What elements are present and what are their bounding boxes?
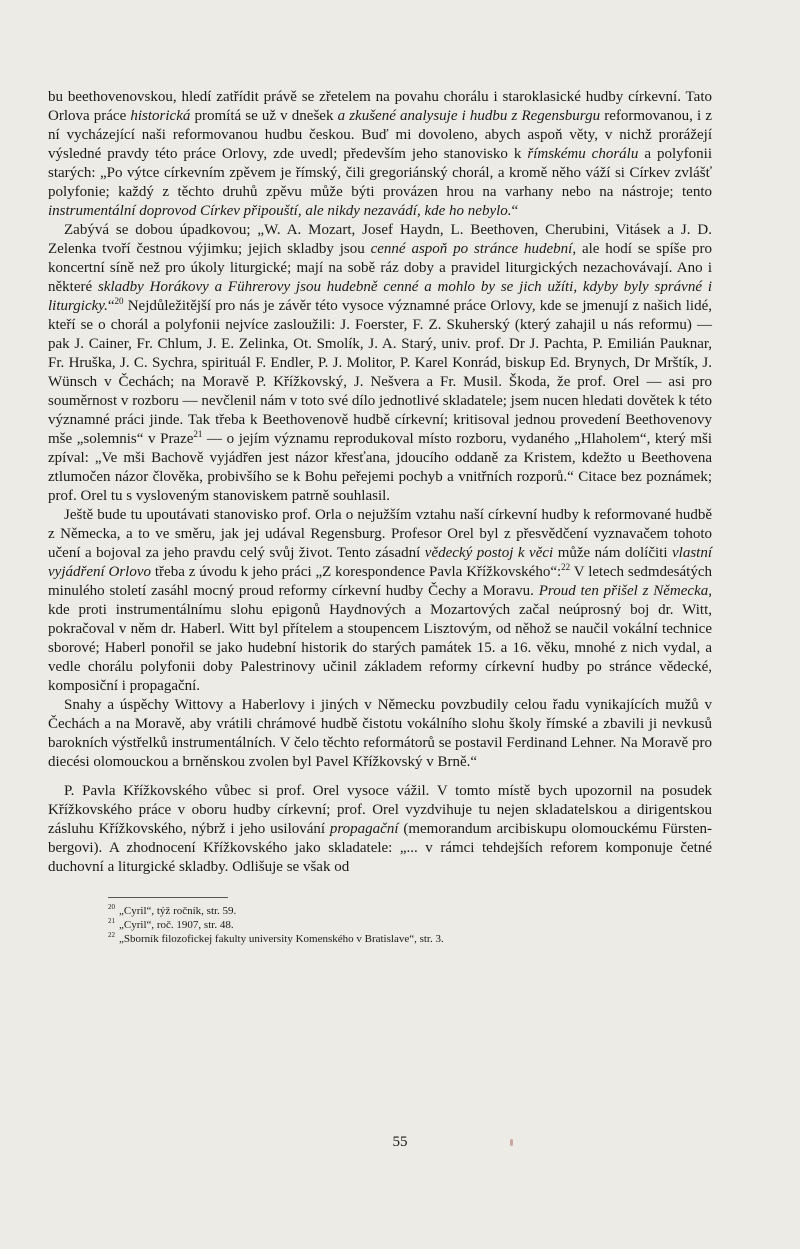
text-run: P. Pavla Křížkovského vůbec si prof. Orel vysoce vážil. V tomto místě bych upozornil na posudek Křížkovského práce v oboru hudby církevní; prof. Orel vyzdvihuje tu nejen skladatelskou a dirigentskou zásluhu Křížkovského, nýbrž i jeho usilování [48, 783, 712, 837]
footnote-divider [108, 897, 228, 898]
italic-text: instrumentální doprovod Církev připouští, ale nikdy nezavádí, kde ho nebylo. [48, 203, 512, 219]
footnote [108, 918, 712, 932]
text-run: reformovanou, i z ní vycházející naši reformovanou hudbu českou. Buď mi dovoleno, abych aspoň věty, v nichž prorážejí výsledné pravdy této práce Orlovy, zde uvedl; především jeho stanovisko k [48, 108, 712, 162]
footnote-number: 21 [108, 917, 115, 926]
footnote-text: „Sborník filozofickej fakulty university Komenského v Bratislave“, str. 3. [119, 933, 444, 945]
italic-text: vědecký postoj k věci [424, 545, 554, 561]
text-run: (memorandum arcibiskupu olomouckému Fürstenbergovi). A zhodnocení Křížkovského jako skladatele: „... v rámci tehdejších reforem komponuje četné duchovní a liturgické skladby. Odlišuje se však od [48, 821, 712, 875]
text-run: bu beethovenovskou, hledí zatřídit právě se zřetelem na povahu chorálu i staroklasické hudby církevní. Tato Orlova práce [48, 89, 712, 124]
text-run: — o jejím významu reprodukoval místo rozboru, vydaného „Hlaholem“, který mši zpíval: „Ve mši Bachově vyjádřen jest názor křesťana, jdoucího oddaně za Kristem, kdežto u Beethovena ztlumočen názor člověka, probivšího se k Bohu peřejemi pochyb a vnitřních rozporů.“ Citace bez poznámek; prof. Orel tu s vysloveným stanoviskem patrně souhlasil. [48, 431, 713, 504]
ink-speck [510, 1139, 513, 1146]
text-run: V letech sedmdesátých minulého století zasáhl mocný proud reformy církevní hudby Čechy a Moravu. [48, 564, 712, 599]
text-run: může nám dolíčiti [553, 545, 672, 561]
text-run: kde proti instrumentálnímu slohu epigonů Haydnových a Mozartových začal neúprosný boj dr. Witt, pokračoval v něm dr. Haberl. Witt byl přítelem a stoupencem Lisztovým, od něhož se naučil vokální technice sborové; Haberl ponořil se jako hudební historik do starých památek 15. a 16. věku, mnohé z nich vydal, a vedle chorálu polyfonii doby Palestrinovy učinil základem reformy církevní hudby po stránce vědecké, komposiční i propagační. [48, 602, 712, 694]
body-text [48, 88, 712, 877]
italic-text: Proud ten přišel z Německa, [538, 583, 712, 599]
italic-text: historická [130, 108, 191, 124]
text-run: Zabývá se dobou úpadkovou; „W. A. Mozart, Josef Haydn, L. Beethoven, Cherubini, Vitásek a J. D. Zelenka tvoří čestnou výjimku; jejich skladby jsou [48, 222, 712, 257]
text-run: “ [511, 203, 519, 219]
footnote-ref: 22 [561, 562, 571, 572]
text-run: Ještě bude tu upoutávati stanovisko prof. Orla o nejužším vztahu naší církevní hudby k reformované hudbě z Německa, a to ve směru, jak jej udával Regensburg. Profesor Orel byl z přesvědčení vyznavačem tohoto učení a bojoval za jeho pravdu celý svůj život. Tento zásadní [48, 507, 712, 561]
footnote-number: 20 [108, 903, 115, 912]
paragraph [48, 506, 712, 696]
paragraph [48, 782, 712, 877]
text-run: ale hodí se spíše pro koncertní síně než pro úkoly liturgické; mají na sobě ráz doby a pravidel liturgických nezachovávají. Ano i některé [48, 241, 713, 295]
text-run: třeba z úvodu k jeho práci „Z korespondence Pavla Křížkovského“: [151, 564, 562, 580]
footnote [108, 904, 712, 918]
text-run: “ [107, 298, 115, 314]
text-run: a polyfonii starých: „Po výtce církevním zpěvem je římský, čili gregoriánský chorál, a kromě něho váží si Církev zvlášť polyfonie; každý z těchto druhů zpěvu může býti provázen hrou na varhany nebo na nástroje; tento [48, 146, 712, 200]
text-run: Snahy a úspěchy Wittovy a Haberlovy i jiných v Německu povzbudily celou řadu vynikajících mužů v Čechách a na Moravě, aby vrátili chrámové hudbě čistotu vokálního slohu školy římské a zbavili ji nevkusů barokních výstřelků instrumentálních. V čelo těchto reformátorů se postavil Ferdinand Lehner. Na Moravě pro diecési olomouckou a brněnskou zvolen byl Pavel Křížkovský v Brně.“ [48, 697, 712, 770]
italic-text: cenné aspoň po stránce hudební, [370, 241, 577, 257]
paragraph [48, 221, 712, 506]
italic-text: vlastní vyjádření Orlovo [48, 545, 712, 580]
footnote-ref: 20 [114, 296, 124, 306]
footnote [108, 932, 712, 946]
footnote-ref: 21 [193, 429, 203, 439]
italic-text: a zkušené analysuje i hudbu z Regensburgu [337, 108, 601, 124]
paragraph [48, 696, 712, 772]
italic-text: římskému chorálu [527, 146, 639, 162]
text-run: Nejdůležitější pro nás je závěr této vysoce významné práce Orlovy, kde se jmenují z našich lidé, kteří se o chorál a polyfonii nejvíce zasloužili: J. Foerster, F. Z. Skuherský (který zahajil u nás reformu) — pak J. Cainer, Fr. Chlum, J. E. Zelinka, Ot. Smolík, J. A. Starý, univ. prof. Dr J. Pachta, P. Emilián Pauknar, Fr. Hruška, J. C. Sychra, spirituál F. Endler, P. J. Molitor, P. Karel Konrád, biskup Ed. Brynych, Dr Mrštík, J. Wünsch v Čechách; na Moravě P. Křížkovský, J. Nešvera a Fr. Musil. Škoda, že prof. Orel — asi pro souměrnost v rozboru — nevčlenil nám v toto své dílo jednotlivé skladatele; jsem nucen hledati dovětek k této významné práci jinde. Tak třeba k Beethovenově hudbě církevní; kritisoval jednou provedení Beethovenovy mše „solemnis“ v Praze [48, 298, 712, 447]
page-number: 55 [392, 1134, 408, 1150]
italic-text: skladby Horákovy a Führerovy jsou hudebně cenné a mohlo by se jich užíti, kdyby byly správné i liturgicky. [48, 279, 712, 314]
footnotes [108, 904, 712, 946]
italic-text: propagační [329, 821, 399, 837]
footnote-text: „Cyril“, týž ročník, str. 59. [119, 905, 237, 917]
paragraph [48, 88, 712, 221]
footnote-text: „Cyril“, roč. 1907, str. 48. [119, 919, 234, 931]
text-run: promítá se už v dnešek [190, 108, 338, 124]
footnote-number: 22 [108, 931, 115, 940]
